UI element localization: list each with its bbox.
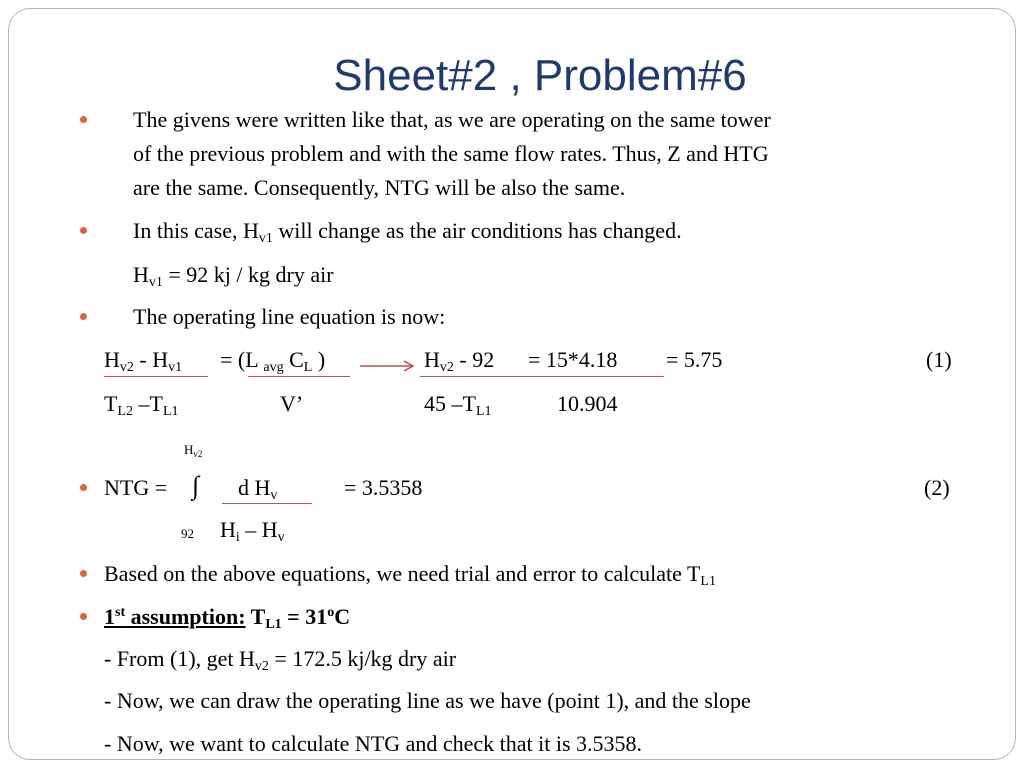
eq1-lhs-numerator: $H_{v2} - H_{v1}$: [104, 347, 183, 375]
eq2-result: = 3.5358: [344, 475, 423, 500]
eq1-value-result: = 5.75: [666, 347, 723, 372]
eq2-numerator: d $H_v$: [238, 475, 278, 503]
integral-symbol: ∫: [192, 471, 200, 500]
bullet1-line1: The givens were written like that, as we are operating on the same tower: [133, 107, 771, 132]
bullet-dot: [80, 613, 87, 620]
bullet-dot: [80, 227, 87, 234]
eq1-denominator-value: 10.904: [557, 391, 618, 416]
slide-title: Sheet#2 , Problem#6: [333, 51, 747, 100]
step-operating-line: - Now, we can draw the operating line as we have (point 1), and the slope: [104, 688, 751, 713]
bullet1-line2: of the previous problem and with the same flow rates. Thus, Z and HTG: [133, 141, 769, 166]
eq1-lhs-denominator: $T_{L2}$ $-T_{L1}$: [104, 391, 179, 419]
fraction-line: [420, 376, 664, 377]
bullet-dot: [80, 570, 87, 577]
bullet5-text: Based on the above equations, we need trial and error to calculate $T_{L1}$: [104, 561, 716, 589]
bullet3-text: The operating line equation is now:: [133, 304, 446, 329]
assumption-heading: 1st assumption: $T_{L1} = 31^oC$: [104, 604, 351, 632]
bullet-dot: [80, 313, 87, 320]
eq1-middle: = (L $_{avg}$ $C_L$ ): [220, 347, 326, 375]
step-check-ntg: - Now, we want to calculate NTG and check that it is 3.5358.: [104, 731, 643, 756]
hv1-value: $H_{v1} = 92$ kj / kg dry air: [133, 262, 334, 290]
arrow-right-icon: [358, 358, 418, 372]
fraction-line: [222, 503, 312, 504]
eq1-number: (1): [926, 347, 952, 372]
bullet-dot: [80, 484, 87, 491]
eq2-number: (2): [924, 475, 950, 500]
eq1-rhs-numerator: $H_{v2} - 92$: [424, 347, 495, 375]
eq1-v-prime: V’: [280, 391, 304, 416]
eq2-lead: NTG =: [104, 475, 168, 500]
eq1-rhs-denominator: 45 $-T_{L1}$: [424, 391, 492, 419]
fraction-line: [248, 376, 350, 377]
eq2-denominator: $H_i - H_v$: [220, 517, 285, 545]
eq1-value-product: = 15*4.18: [528, 347, 618, 372]
step-from-eq1: - From (1), get $H_{v2} = 172.5$ kj/kg dry air: [104, 646, 457, 674]
bullet-dot: [80, 116, 87, 123]
integral-upper-limit: $H_{v2}$: [184, 442, 203, 459]
fraction-line: [104, 376, 208, 377]
integral-lower-limit: 92: [181, 526, 194, 541]
bullet2-text: In this case, $H_{v1}$ will change as the air conditions has changed.: [133, 218, 682, 246]
bullet1-line3: are the same. Consequently, NTG will be also the same.: [133, 175, 626, 200]
